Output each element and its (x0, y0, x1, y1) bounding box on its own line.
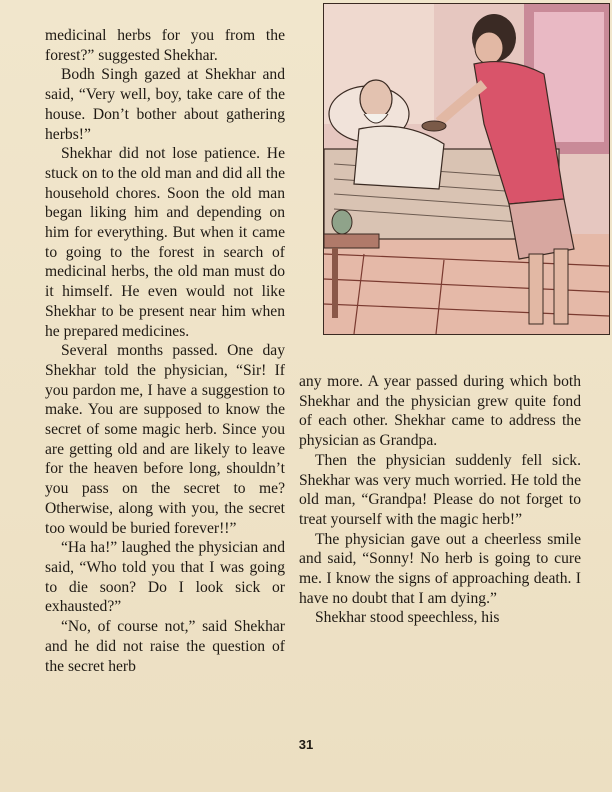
paragraph: Shekhar did not lose patience. He stuck on to the old man and did all the household chores. Soon the old man began liking him and depending on him for everything. But when it came to going to the forest in search of medicinal herbs, the old man must do it himself. He even would not like Shekhar to be present near him when he prepared medicines. (45, 145, 285, 340)
left-text-column (45, 26, 285, 676)
sickbed-scene-image (324, 4, 609, 334)
paragraph: any more. A year passed during which both Shekhar and the physician grew quite fond of each other. Shekhar came to address the physician as Grandpa. (299, 373, 581, 450)
right-text-column (299, 372, 581, 628)
paragraph: medicinal herbs for you from the forest?” suggested Shekhar. (45, 27, 285, 64)
paragraph: Several months passed. One day Shekhar told the physician, “Sir! If you pardon me, I have a suggestion to make. You are supposed to know the secret of some magic herb. Since you are getting old and are likely to leave for the heaven before long, shouldn’t you pass on the secret to me? Otherwise, along with you, the secret too would be buried forever!!” (45, 342, 285, 537)
story-illustration (323, 3, 610, 335)
paragraph: “Ha ha!” laughed the physician and said, “Who told you that I was going to die soon? Do I look sick or exhausted?” (45, 539, 285, 616)
paragraph: Shekhar stood speechless, his (315, 609, 500, 627)
paragraph: Bodh Singh gazed at Shekhar and said, “Very well, boy, take care of the house. Don’t bother about gathering herbs!” (45, 66, 285, 143)
page-number: 31 (298, 737, 314, 752)
paragraph: “No, of course not,” said Shekhar and he did not raise the question of the secret herb (45, 618, 285, 675)
paragraph: Then the physician suddenly fell sick. Shekhar was very much worried. He told the old man, “Grandpa! Please do not forget to treat yourself with the magic herb!” (299, 451, 581, 528)
paragraph: The physician gave out a cheerless smile and said, “Sonny! No herb is going to cure me. I know the signs of approaching death. I have no doubt that I am dying.” (299, 530, 581, 607)
